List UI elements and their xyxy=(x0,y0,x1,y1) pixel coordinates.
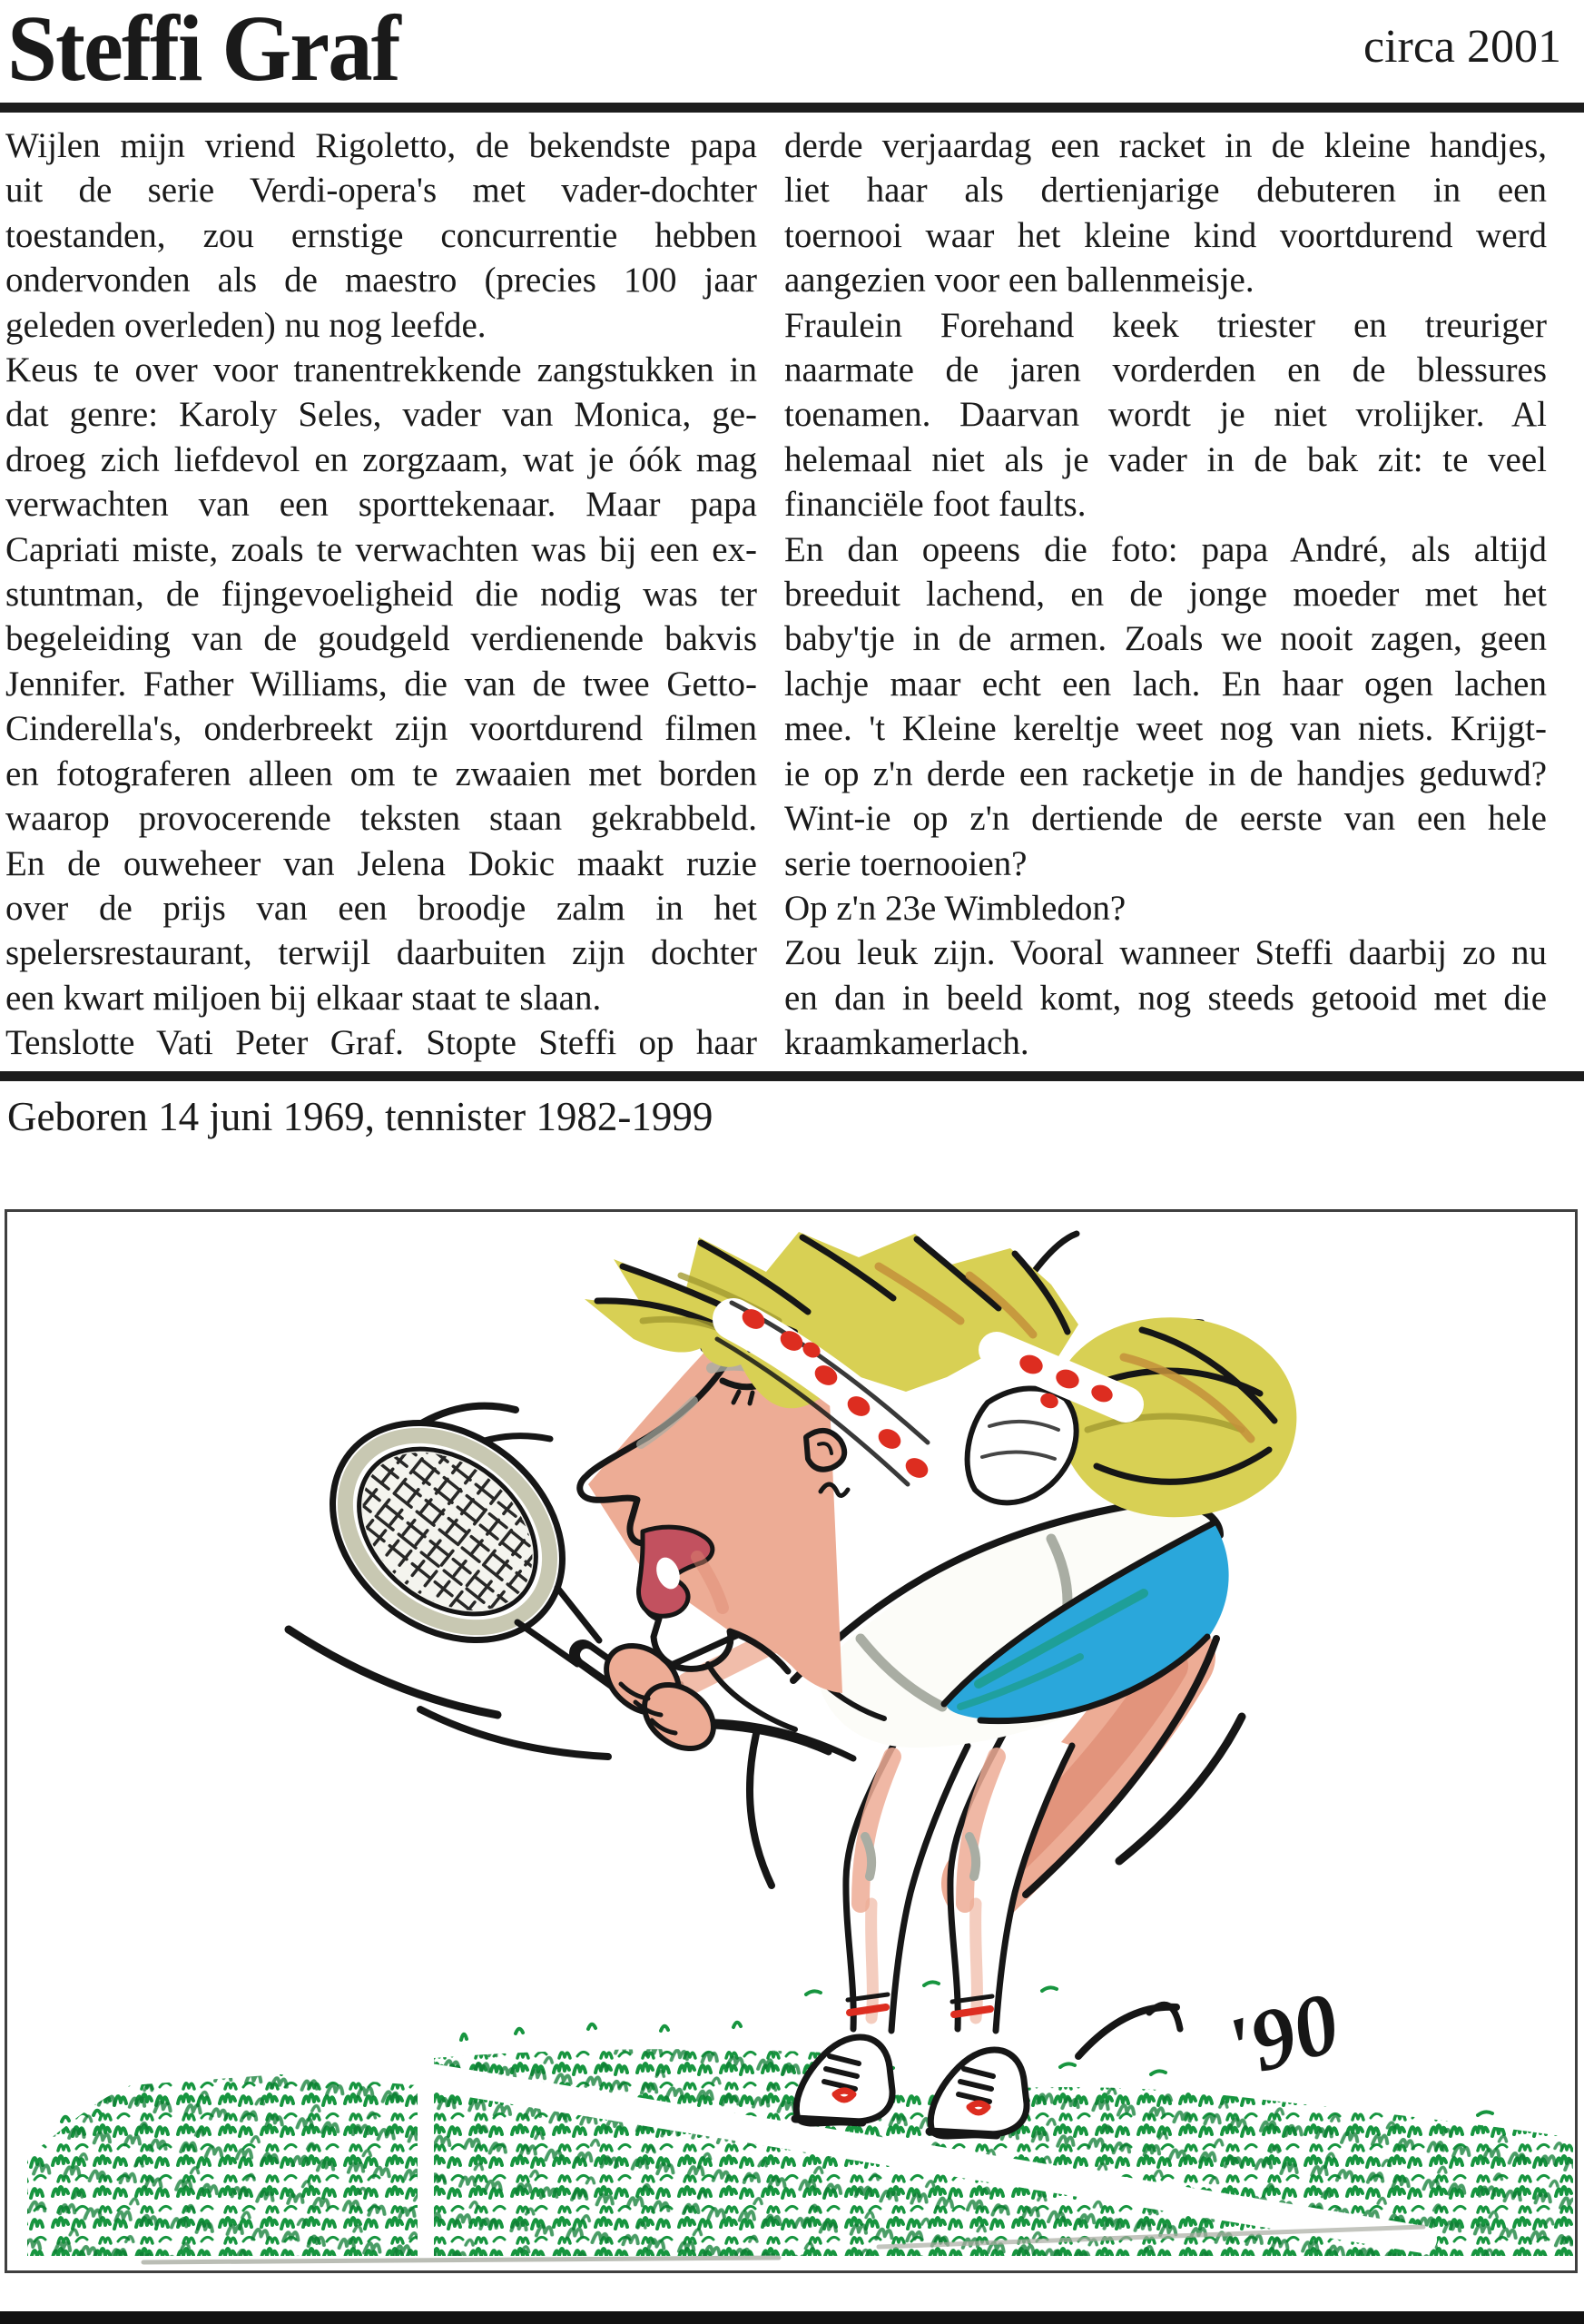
header-divider xyxy=(0,103,1584,113)
article-line: droeg zich liefdevol en zorgzaam, wat je óók mag xyxy=(5,439,757,479)
article-line: en dan in beeld komt, nog steeds getooid met die xyxy=(784,978,1547,1018)
article-line: derde verjaardag een racket in de kleine handjes, xyxy=(784,126,1547,165)
article-line: Keus te over voor tranentrekkende zangstukken in xyxy=(5,350,757,390)
article-line: ondervonden als de maestro (precies 100 jaar xyxy=(5,261,757,300)
article-line: naarmate de jaren vorderden en de blessures xyxy=(784,350,1547,390)
article-line: helemaal niet als je vader in de bak zit: te veel xyxy=(784,439,1547,479)
article-line: toenamen. Daarvan wordt je niet vrolijker. Al xyxy=(784,395,1547,435)
cartoon-illustration xyxy=(5,1209,1578,2273)
article-line: Wijlen mijn vriend Rigoletto, de bekendste papa xyxy=(5,126,757,165)
artist-signature: '90 xyxy=(1215,1973,1350,2098)
article-line: begeleiding van de goudgeld verdienende bakvis xyxy=(5,619,757,659)
byline-caption: Geboren 14 juni 1969, tennister 1982-1999 xyxy=(7,1094,713,1139)
article-line: liet haar als dertienjarige debuteren in een xyxy=(784,171,1547,211)
article-line: serie toernooien? xyxy=(784,843,1028,883)
page-bottom-rule xyxy=(0,2311,1584,2324)
article-line: En dan opeens die foto: papa André, als altijd xyxy=(784,529,1547,569)
article-line: geleden overleden) nu nog leefde. xyxy=(5,305,487,345)
article-line: Op z'n 23e Wimbledon? xyxy=(784,888,1127,928)
date-label: circa 2001 xyxy=(1363,21,1561,73)
article-line: over de prijs van een broodje zalm in het xyxy=(5,888,757,928)
article-line: Jennifer. Father Williams, die van de twee Getto- xyxy=(5,664,757,704)
article-line: aangezien voor een ballenmeisje. xyxy=(784,261,1254,300)
article-line: toestanden, zou ernstige concurrentie hebben xyxy=(5,215,757,255)
article-line: en fotograferen alleen om te zwaaien met borden xyxy=(5,753,757,793)
article-line: Cinderella's, onderbreekt zijn voortdurend filmen xyxy=(5,709,757,749)
article-line: financiële foot faults. xyxy=(784,485,1087,525)
article-column-right xyxy=(784,123,1547,1066)
player-figure xyxy=(580,1232,1297,2136)
article-line: Wint-ie op z'n dertiende de eerste van een hele xyxy=(784,799,1547,839)
page-title: Steffi Graf xyxy=(7,0,399,101)
article-line: waarop provocerende teksten staan gekrabbeld. xyxy=(5,799,757,839)
article-line: mee. 't Kleine kereltje weet nog van niets. Krijgt- xyxy=(784,709,1547,749)
tennis-racket xyxy=(290,1378,634,1689)
cartoon-canvas xyxy=(7,1212,1575,2270)
article-line: stuntman, de fijngevoeligheid die nodig was ter xyxy=(5,575,757,615)
article-line: uit de serie Verdi-opera's met vader-dochter xyxy=(5,171,757,211)
article-line: ie op z'n derde een racketje in de handjes geduwd? xyxy=(784,753,1547,793)
article-line: baby'tje in de armen. Zoals we nooit zagen, geen xyxy=(784,619,1547,659)
article-line: kraamkamerlach. xyxy=(784,1023,1029,1063)
article-line: breeduit lachend, en de jonge moeder met het xyxy=(784,575,1547,615)
article-line: lachje maar echt een lach. En haar ogen lachen xyxy=(784,664,1547,704)
footer-divider xyxy=(0,1071,1584,1081)
article-line: een kwart miljoen bij elkaar staat te slaan. xyxy=(5,978,602,1018)
article-line: spelersrestaurant, terwijl daarbuiten zijn dochter xyxy=(5,933,757,973)
article-line: Capriati miste, zoals te verwachten was bij een ex- xyxy=(5,529,757,569)
article-line: Zou leuk zijn. Vooral wanneer Steffi daarbij zo nu xyxy=(784,933,1547,973)
article-line: toernooi waar het kleine kind voortdurend werd xyxy=(784,215,1547,255)
article-line: En de ouweheer van Jelena Dokic maakt ruzie xyxy=(5,843,757,883)
article-line: verwachten van een sporttekenaar. Maar papa xyxy=(5,485,757,525)
article-line: Tenslotte Vati Peter Graf. Stopte Steffi op haar xyxy=(5,1023,757,1063)
article-column-left xyxy=(5,123,757,1066)
article-line: dat genre: Karoly Seles, vader van Monica, ge- xyxy=(5,395,757,435)
article-line: Fraulein Forehand keek triester en treuriger xyxy=(784,305,1547,345)
